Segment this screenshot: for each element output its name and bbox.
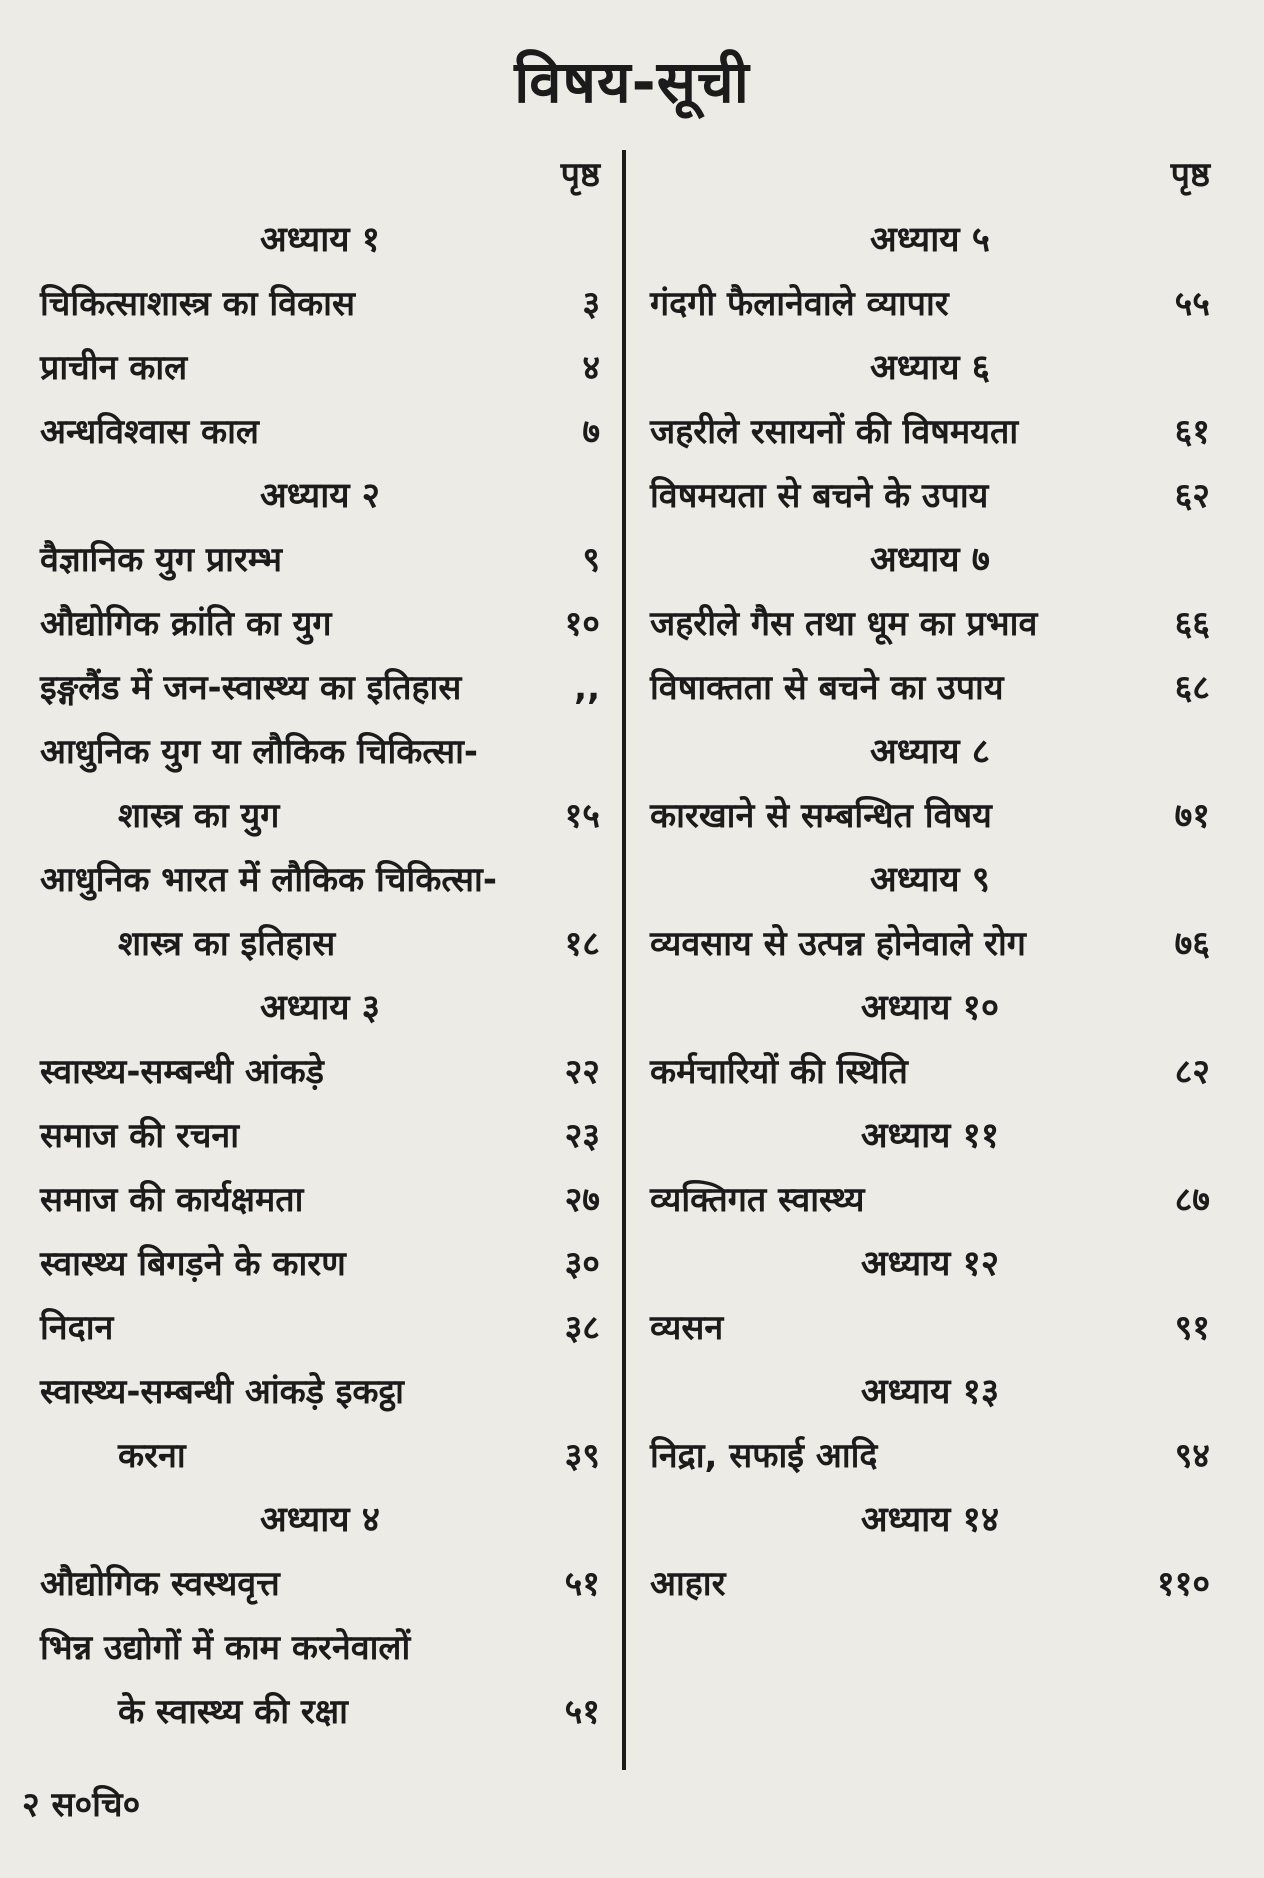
toc-entry-title [40,336,520,400]
toc-entry-line: अन्धविश्वास काल [40,412,259,452]
toc-entry-title [650,1168,1130,1232]
toc-page-number: ९ [582,540,600,580]
toc-page-number: ६६ [1174,604,1210,644]
toc-entry [40,1168,600,1232]
toc-entry [40,528,600,592]
toc-page-number: ६८ [1174,668,1210,708]
toc-entry-line: स्वास्थ्य बिगड़ने के कारण [40,1244,346,1284]
toc-entry-title [40,1168,520,1232]
toc-entry-title [650,272,1130,336]
signature-mark: २ स०चि० [22,1785,141,1825]
toc-entry [40,1552,600,1616]
chapter-heading: अध्याय १४ [860,1500,1000,1540]
left-column [40,150,600,1744]
toc-entry-title [40,848,520,976]
toc-entry-title [40,1232,520,1296]
toc-entry-line: व्यक्तिगत स्वास्थ्य [650,1180,865,1220]
toc-entry [40,720,600,848]
toc-entry-title [650,912,1130,976]
toc-page-number: ११० [1156,1564,1210,1604]
chapter-heading: अध्याय ८ [870,732,990,772]
toc-entry [650,1424,1210,1488]
toc-page-number: १० [564,604,600,644]
toc-entry-line: समाज की रचना [40,1116,240,1156]
toc-entry-line: कर्मचारियों की स्थिति [650,1052,908,1092]
toc-entry-line: व्यवसाय से उत्पन्न होनेवाले रोग [650,924,1026,964]
toc-page-number: ६१ [1174,412,1210,452]
toc-entry-title [650,400,1130,464]
toc-entry-line: कारखाने से सम्बन्धित विषय [650,796,992,836]
toc-page-number: २७ [564,1180,600,1220]
toc-entry-title [40,528,520,592]
toc-entry-line: आधुनिक भारत में लौकिक चिकित्सा- [40,860,497,900]
toc-entry-title [40,400,520,464]
toc-entry-title [650,784,1130,848]
toc-entry [650,1552,1210,1616]
chapter-heading: अध्याय ९ [870,860,990,900]
toc-entry-line: वैज्ञानिक युग प्रारम्भ [40,540,282,580]
toc-page-number: ५५ [1174,284,1210,324]
toc-entry-line: गंदगी फैलानेवाले व्यापार [650,284,949,324]
toc-entry-line: आधुनिक युग या लौकिक चिकित्सा- [40,732,479,772]
toc-entry-continuation: शास्त्र का युग [118,796,280,836]
toc-page-number: २२ [564,1052,600,1092]
toc-entry-title [40,1040,520,1104]
page-column-header-left: पृष्ठ [560,155,600,195]
toc-entry-line: औद्योगिक क्रांति का युग [40,604,332,644]
chapter-heading: अध्याय ३ [260,988,380,1028]
chapter-heading: अध्याय १ [260,220,380,260]
toc-entry [40,1104,600,1168]
chapter-heading: अध्याय १० [860,988,1000,1028]
toc-entry-line: प्राचीन काल [40,348,188,388]
toc-entry-title [650,592,1130,656]
toc-entry-title [40,1104,520,1168]
toc-entry-line: समाज की कार्यक्षमता [40,1180,304,1220]
toc-entry-line: जहरीले रसायनों की विषमयता [650,412,1019,452]
toc-page-number: ८२ [1174,1052,1210,1092]
toc-entry [650,1040,1210,1104]
chapter-heading: अध्याय ११ [860,1116,1000,1156]
toc-entry [650,1168,1210,1232]
toc-entry-title [650,464,1130,528]
toc-entry [650,912,1210,976]
toc-entry-line: निदान [40,1308,114,1348]
toc-entry-line: निद्रा, सफाई आदि [650,1436,878,1476]
toc-entry [40,1040,600,1104]
toc-entry-line: स्वास्थ्य-सम्बन्धी आंकड़े इकट्ठा [40,1372,404,1412]
toc-entry-line: स्वास्थ्य-सम्बन्धी आंकड़े [40,1052,324,1092]
toc-entry [650,464,1210,528]
toc-entry-line: विषमयता से बचने के उपाय [650,476,989,516]
right-column [650,150,1210,1616]
toc-page-number: ७६ [1174,924,1210,964]
toc-entry-line: भिन्न उद्योगों में काम करनेवालों [40,1628,411,1668]
toc-entry-line: औद्योगिक स्वस्थवृत्त [40,1564,280,1604]
chapter-heading: अध्याय ७ [870,540,990,580]
toc-entry-title [650,1552,1130,1616]
toc-entry-line: विषाक्तता से बचने का उपाय [650,668,1004,708]
toc-entry [40,1360,600,1488]
toc-page-number: ५१ [564,1692,600,1732]
toc-entry-title [40,1360,520,1488]
toc-entry [40,592,600,656]
toc-page-number: ४ [582,348,600,388]
toc-entry-title [40,656,520,720]
toc-entry-title [40,1616,520,1744]
toc-entry [650,784,1210,848]
toc-entry-line: जहरीले गैस तथा धूम का प्रभाव [650,604,1038,644]
toc-entry [40,1232,600,1296]
toc-entry-line: चिकित्साशास्त्र का विकास [40,284,355,324]
toc-page-number: ३९ [564,1436,600,1476]
toc-entry [40,336,600,400]
toc-page-number: ५१ [564,1564,600,1604]
toc-entry [40,848,600,976]
toc-page-number: ८७ [1174,1180,1210,1220]
toc-page-number: ९१ [1174,1308,1210,1348]
chapter-heading: अध्याय ४ [260,1500,380,1540]
toc-page-number: ७ [582,412,600,452]
toc-page-number: ६२ [1174,476,1210,516]
toc-entry [650,656,1210,720]
toc-entry [650,272,1210,336]
toc-entry [40,400,600,464]
column-divider [622,150,626,1770]
toc-entry-title [650,1424,1130,1488]
toc-entry-title [650,656,1130,720]
chapter-heading: अध्याय २ [260,476,380,516]
toc-entry [650,1296,1210,1360]
toc-entry-line: व्यसन [650,1308,724,1348]
toc-entry-title [650,1296,1130,1360]
toc-entry-title [40,1552,520,1616]
toc-entry-title [650,1040,1130,1104]
toc-entry [40,1296,600,1360]
toc-entry [40,656,600,720]
toc-page-number: ७१ [1174,796,1210,836]
chapter-heading: अध्याय ६ [870,348,990,388]
toc-page-number: ३ [582,284,600,324]
left-toc-list [40,208,600,1744]
toc-page-number: ९४ [1174,1436,1210,1476]
toc-entry [650,400,1210,464]
toc-entry-line: इङ्गलैंड में जन-स्वास्थ्य का इतिहास [40,668,462,708]
toc-entry-title [40,592,520,656]
toc-entry [40,1616,600,1744]
toc-page-number: ३८ [564,1308,600,1348]
page-column-header-right: पृष्ठ [1170,155,1210,195]
toc-entry [650,592,1210,656]
toc-page-number: १८ [564,924,600,964]
toc-entry-continuation: शास्त्र का इतिहास [118,924,336,964]
page-title: विषय-सूची [514,48,750,116]
right-toc-list [650,208,1210,1616]
chapter-heading: अध्याय ५ [870,220,990,260]
toc-page-number: ,, [574,668,600,708]
toc-page-number: ३० [564,1244,600,1284]
chapter-heading: अध्याय १३ [860,1372,1000,1412]
toc-page-number: १५ [564,796,600,836]
chapter-heading: अध्याय १२ [860,1244,1000,1284]
toc-entry-title [40,272,520,336]
toc-entry [40,272,600,336]
toc-entry-continuation: करना [118,1436,186,1476]
toc-entry-title [40,1296,520,1360]
toc-entry-title [40,720,520,848]
toc-page-number: २३ [564,1116,600,1156]
toc-entry-line: आहार [650,1564,726,1604]
toc-entry-continuation: के स्वास्थ्य की रक्षा [118,1692,348,1732]
